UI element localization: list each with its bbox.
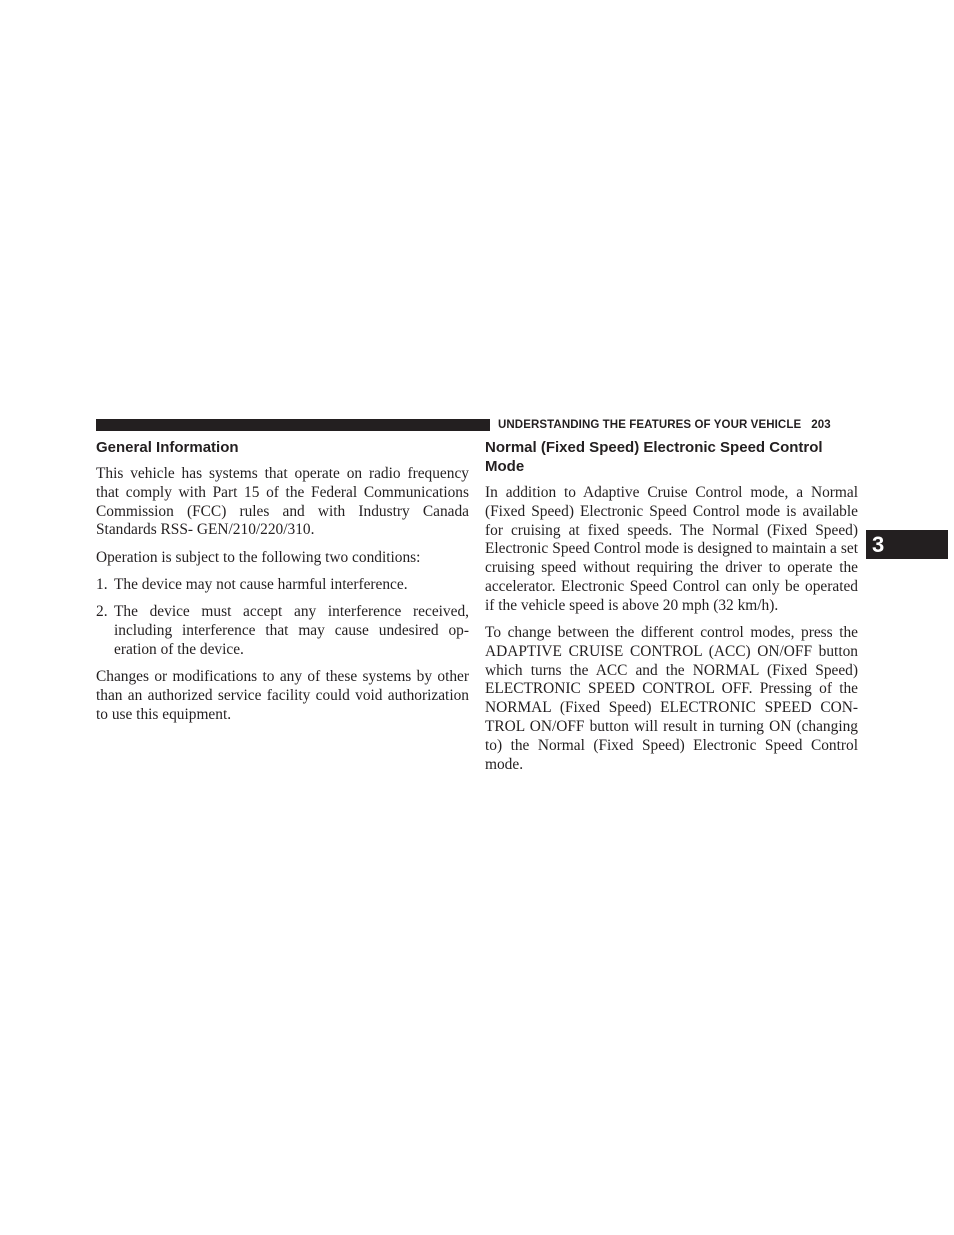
control-modes-paragraph: To change between the different control modes, press the ADAPTIVE CRUISE CONTROL (ACC) ON/OFF button which turns the ACC and the NORMAL (Fixed Speed) ELECTRONIC SPEED CONTROL OFF. Pressing of the NORMAL (Fixed Speed) ELECTRONIC SPEED CONTROL ON/OFF button will result in turning ON (changing to) the Normal (Fixed Speed) Electronic Speed Control mode. [485,624,858,773]
speed-control-heading: Normal (Fixed Speed) Electronic Speed Control Mode [485,439,823,475]
conditions-intro: Operation is subject to the following two conditions: [96,548,421,566]
modifications-paragraph: Changes or modifications to any of these systems by other than an authorized service facility could void authorization to use this equipment. [96,668,469,723]
list-item-text: The device may not cause harmful interference. [114,575,408,593]
speed-control-paragraph: In addition to Adaptive Cruise Control mode, a Normal (Fixed Speed) Electronic Speed Control mode is available for cruising at fixed speeds. The Normal (Fixed Speed) Electronic Speed Control mode is designed to maintain a set cruising speed without requiring the driver to operate the accelerator. Electronic Speed Control can only be operated if the vehicle speed is above 20 mph (32 km/h). [485,484,858,614]
conditions-list [96,576,469,660]
list-item [96,576,469,595]
section-title: UNDERSTANDING THE FEATURES OF YOUR VEHICLE [498,419,802,431]
right-column [485,438,858,783]
list-item-number: 1. [96,575,108,593]
general-information-heading: General Information [96,439,239,456]
left-column [96,438,469,733]
running-header [498,418,831,432]
list-item-number: 2. [96,603,108,621]
page-number: 203 [811,419,831,431]
list-item [96,603,469,659]
list-item-text: The device must accept any interference received, including interference that may cause undesired operation of the device. [114,603,469,658]
chapter-tab: 3 [866,530,948,559]
radio-frequency-paragraph: This vehicle has systems that operate on radio frequency that comply with Part 15 of the Federal Communications Commission (FCC) rules and with Industry Canada Standards RSS- GEN/210/220/310. [96,465,469,539]
header-rule [96,419,490,431]
